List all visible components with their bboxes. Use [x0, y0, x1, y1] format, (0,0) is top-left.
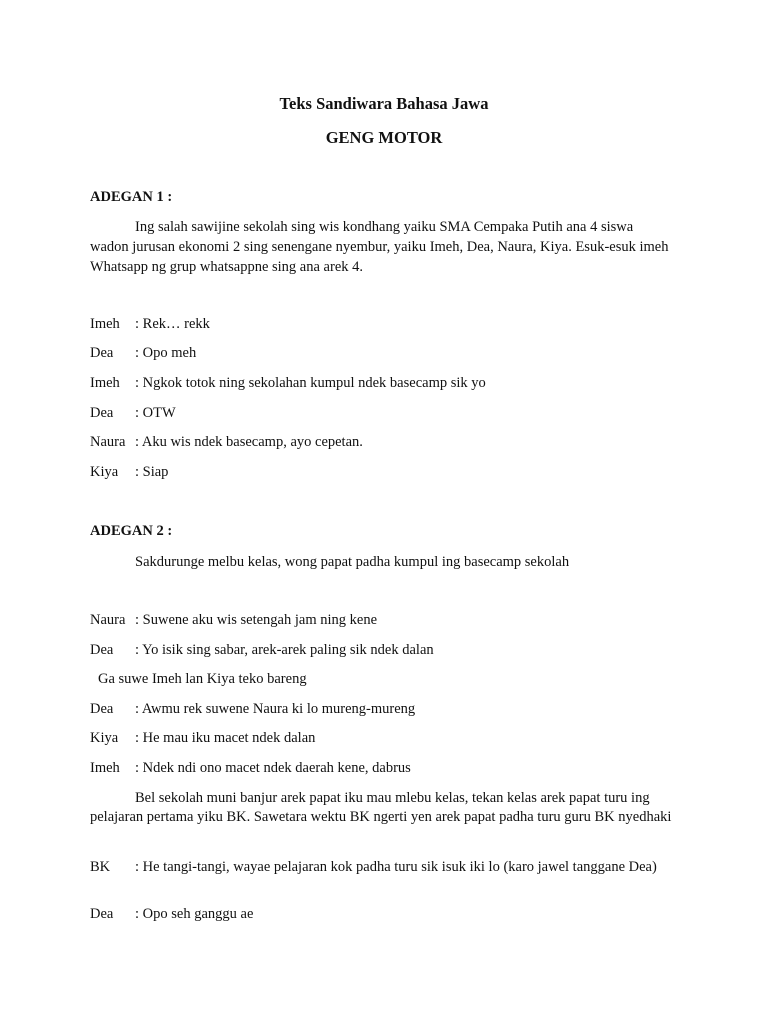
dialogue-text: : OTW — [135, 405, 176, 421]
speaker-name: Dea — [90, 345, 114, 361]
speaker-name: Dea — [90, 906, 114, 922]
dialogue-text: : Ngkok totok ning sekolahan kumpul ndek basecamp sik yo — [135, 375, 486, 391]
dialogue-text: : Opo seh ganggu ae — [135, 906, 254, 922]
speaker-name: Dea — [90, 642, 114, 658]
dialogue-line — [90, 405, 680, 422]
dialogue-text: : Opo meh — [135, 345, 197, 361]
dialogue-line — [90, 730, 680, 747]
speaker-name: Imeh — [90, 316, 120, 332]
speaker-name: Naura — [90, 434, 126, 450]
dialogue-text: : Aku wis ndek basecamp, ayo cepetan. — [135, 434, 363, 450]
dialogue-text: : Awmu rek suwene Naura ki lo mureng-mureng — [135, 701, 416, 717]
dialogue-line — [90, 375, 680, 392]
speaker-name: Kiya — [90, 464, 119, 480]
scene-1-narration: Ing salah sawijine sekolah sing wis kondhang yaiku SMA Cempaka Putih ana 4 siswa wadon jurusan ekonomi 2 sing senengane nyembur, yaiku Imeh, Dea, Naura, Kiya. Esuk-esuk imeh Whatsapp ng grup whatsappne sing ana arek 4. — [90, 219, 669, 275]
speaker-name: Naura — [90, 612, 126, 628]
speaker-name: Kiya — [90, 730, 119, 746]
scene-2-narration-2: Bel sekolah muni banjur arek papat iku mau mlebu kelas, tekan kelas arek papat turu ing pelajaran pertama yiku BK. Sawetara wektu BK ngerti yen arek papat padha turu guru BK nyedhaki — [90, 790, 672, 825]
speaker-name: Dea — [90, 405, 114, 421]
scene-2-heading: ADEGAN 2 : — [90, 523, 173, 539]
dialogue-line — [90, 642, 680, 659]
stage-note: Ga suwe Imeh lan Kiya teko bareng — [98, 671, 307, 687]
dialogue-text: : Siap — [135, 464, 169, 480]
speaker-name: Dea — [90, 701, 114, 717]
dialogue-text: : He mau iku macet ndek dalan — [135, 730, 316, 746]
scene-2-narration: Sakdurunge melbu kelas, wong papat padha kumpul ing basecamp sekolah — [135, 554, 570, 570]
speaker-name: BK — [90, 859, 111, 875]
dialogue-line — [90, 316, 680, 333]
dialogue-line-bk — [90, 858, 675, 877]
speaker-name: Imeh — [90, 375, 120, 391]
dialogue-line — [90, 701, 680, 718]
dialogue-line — [90, 464, 680, 481]
speaker-name: Imeh — [90, 760, 120, 776]
dialogue-line — [90, 906, 680, 923]
dialogue-text: : He tangi-tangi, wayae pelajaran kok padha turu sik isuk iki lo (karo jawel tanggane Dea) — [135, 859, 657, 875]
scene-1-heading: ADEGAN 1 : — [90, 189, 173, 205]
document-title: Teks Sandiwara Bahasa Jawa — [279, 94, 489, 113]
dialogue-text: : Rek… rekk — [135, 316, 210, 332]
dialogue-line — [90, 612, 680, 629]
dialogue-line — [90, 760, 680, 777]
dialogue-text: : Suwene aku wis setengah jam ning kene — [135, 612, 378, 628]
dialogue-text: : Ndek ndi ono macet ndek daerah kene, dabrus — [135, 760, 411, 776]
document-subtitle: GENG MOTOR — [325, 128, 443, 147]
dialogue-line — [90, 345, 680, 362]
dialogue-line — [90, 434, 680, 451]
dialogue-text: : Yo isik sing sabar, arek-arek paling sik ndek dalan — [135, 642, 434, 658]
